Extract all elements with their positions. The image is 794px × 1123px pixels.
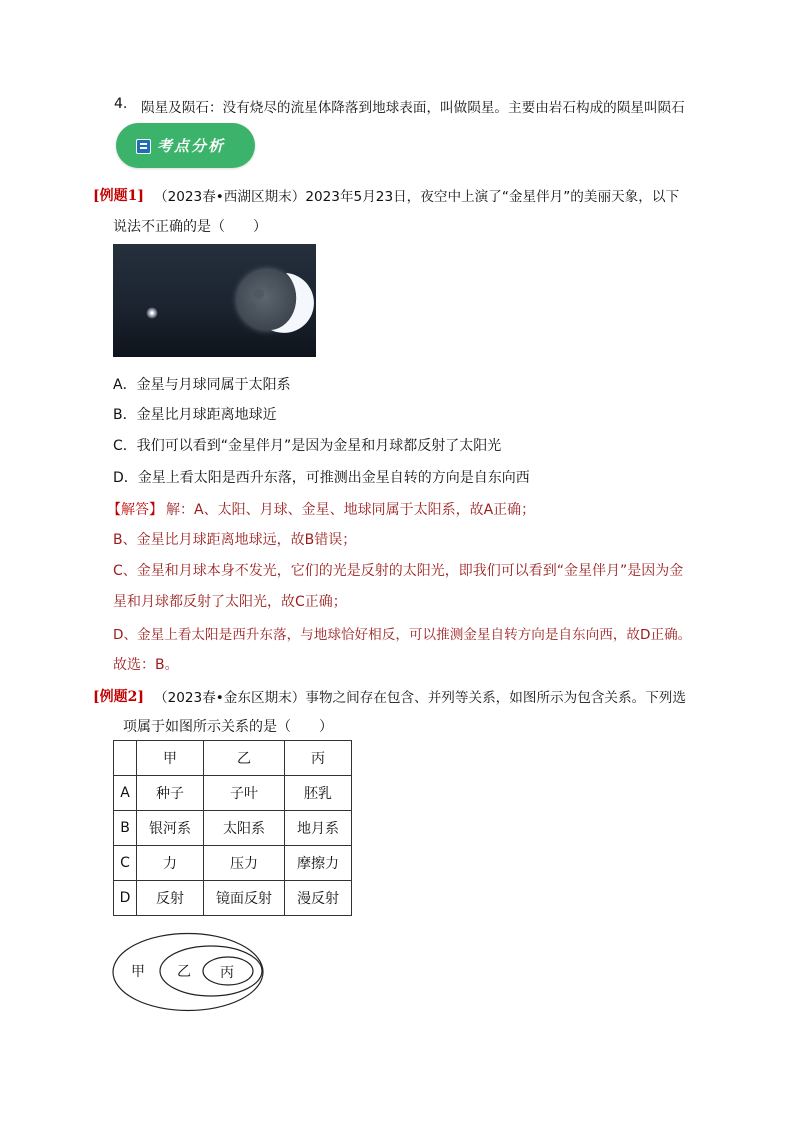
- table-cell: 镜面反射: [204, 881, 285, 916]
- table-cell: 太阳系: [204, 811, 285, 846]
- document-icon: [136, 139, 151, 154]
- outer-label: 甲: [131, 964, 145, 980]
- table-row: [114, 846, 352, 881]
- answer-tag: 【解答】: [107, 502, 163, 518]
- answer-line-2: B、金星比月球距离地球远，故B错误；: [113, 532, 357, 548]
- moon: [237, 270, 297, 330]
- table-cell: 种子: [137, 776, 204, 811]
- table-cell: B: [114, 811, 137, 846]
- example1-stem-line2: 说法不正确的是（ ）: [113, 219, 267, 235]
- list-number: 4.: [114, 96, 128, 112]
- answer-line-1: 解：A、太阳、月球、金星、地球同属于太阳系，故A正确；: [166, 502, 536, 518]
- example1-tag: [例题1]: [93, 188, 144, 204]
- answer-line-6: 故选：B。: [113, 657, 179, 673]
- relation-table: [113, 740, 352, 916]
- venus-moon-photo: [113, 244, 316, 357]
- example2-stem-line1: （2023春•金东区期末）事物之间存在包含、并列等关系，如图所示为包含关系。下列选: [154, 690, 686, 706]
- table-row: [114, 776, 352, 811]
- venus-moon-illustration: [113, 244, 316, 357]
- table-cell: D: [114, 881, 137, 916]
- inner-label: 丙: [220, 965, 234, 981]
- table-cell: C: [114, 846, 137, 881]
- table-cell: 胚乳: [285, 776, 352, 811]
- middle-ellipse: [160, 946, 262, 996]
- example1-option-a: A．金星与月球同属于太阳系: [113, 377, 291, 393]
- table-cell: 子叶: [204, 776, 285, 811]
- intro-text: 陨星及陨石：没有烧尽的流星体降落到地球表面，叫做陨星。主要由岩石构成的陨星叫陨石: [141, 100, 685, 116]
- table-cell: 地月系: [285, 811, 352, 846]
- containment-diagram: [112, 932, 266, 1012]
- middle-label: 乙: [177, 964, 191, 980]
- example2-stem-line2: 项属于如图所示关系的是（ ）: [123, 719, 333, 735]
- answer-line-4: 星和月球都反射了太阳光，故C正确；: [113, 594, 347, 610]
- table-cell: 反射: [137, 881, 204, 916]
- table-header-cell: 甲: [137, 741, 204, 776]
- table-cell: A: [114, 776, 137, 811]
- table-cell: [114, 741, 137, 776]
- answer-line-5: D、金星上看太阳是西升东落，与地球恰好相反，可以推测金星自转方向是自东向西，故D正确。: [113, 627, 692, 643]
- example1-option-d: D．金星上看太阳是西升东落，可推测出金星自转的方向是自东向西: [113, 470, 530, 486]
- example1-option-b: B．金星比月球距离地球近: [113, 407, 277, 423]
- table-cell: 力: [137, 846, 204, 881]
- table-row: [114, 881, 352, 916]
- example2-tag: [例题2]: [93, 689, 144, 705]
- table-cell: 漫反射: [285, 881, 352, 916]
- table-header-row: [114, 741, 352, 776]
- section-badge: [116, 123, 255, 168]
- table-cell: 摩擦力: [285, 846, 352, 881]
- badge-label: 考点分析: [157, 137, 226, 155]
- table-header-cell: 乙: [204, 741, 285, 776]
- table-row: [114, 811, 352, 846]
- table-cell: 压力: [204, 846, 285, 881]
- example1-stem-line1: （2023春•西湖区期末）2023年5月23日，夜空中上演了“金星伴月”的美丽天象，以下: [154, 189, 680, 205]
- answer-line-3: C、金星和月球本身不发光，它们的光是反射的太阳光，即我们可以看到“金星伴月”是因为金: [113, 563, 684, 579]
- table-header-cell: 丙: [285, 741, 352, 776]
- table-cell: 银河系: [137, 811, 204, 846]
- example1-option-c: C．我们可以看到“金星伴月”是因为金星和月球都反射了太阳光: [113, 438, 502, 454]
